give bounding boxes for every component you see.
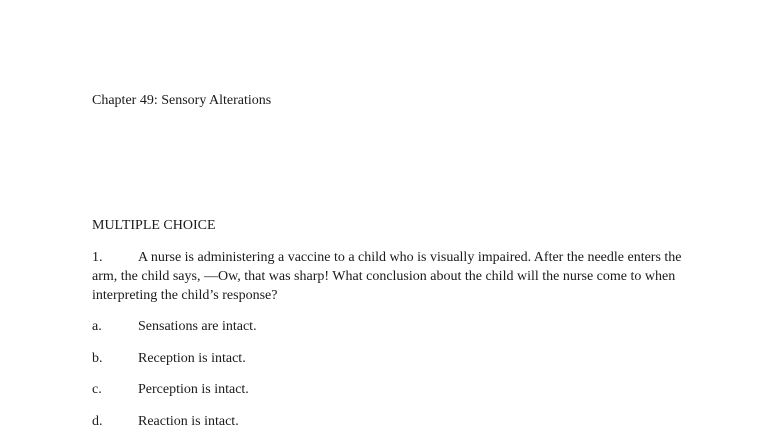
section-heading: MULTIPLE CHOICE (92, 217, 216, 235)
choice-letter: b. (92, 350, 138, 368)
question-number: 1. (92, 248, 138, 267)
question-1 (92, 248, 692, 305)
choice-b (92, 350, 692, 382)
choice-a (92, 318, 692, 350)
choice-letter: c. (92, 381, 138, 399)
choice-letter: a. (92, 318, 138, 336)
question-line-1 (92, 248, 692, 267)
choice-c (92, 381, 692, 413)
choice-d (92, 413, 692, 444)
answer-choices (92, 318, 692, 444)
choice-text: Reaction is intact. (138, 413, 239, 431)
choice-text: Reception is intact. (138, 350, 246, 368)
question-text-line-3: interpreting the child’s response? (92, 286, 692, 305)
question-text-line-2: arm, the child says, —Ow, that was sharp! What conclusion about the child will the nurse come to when (92, 267, 692, 286)
chapter-title: Chapter 49: Sensory Alterations (92, 92, 271, 110)
choice-letter: d. (92, 413, 138, 431)
choice-text: Sensations are intact. (138, 318, 257, 336)
question-text-line-1: A nurse is administering a vaccine to a child who is visually impaired. After the needle enters the (138, 250, 682, 265)
choice-text: Perception is intact. (138, 381, 249, 399)
